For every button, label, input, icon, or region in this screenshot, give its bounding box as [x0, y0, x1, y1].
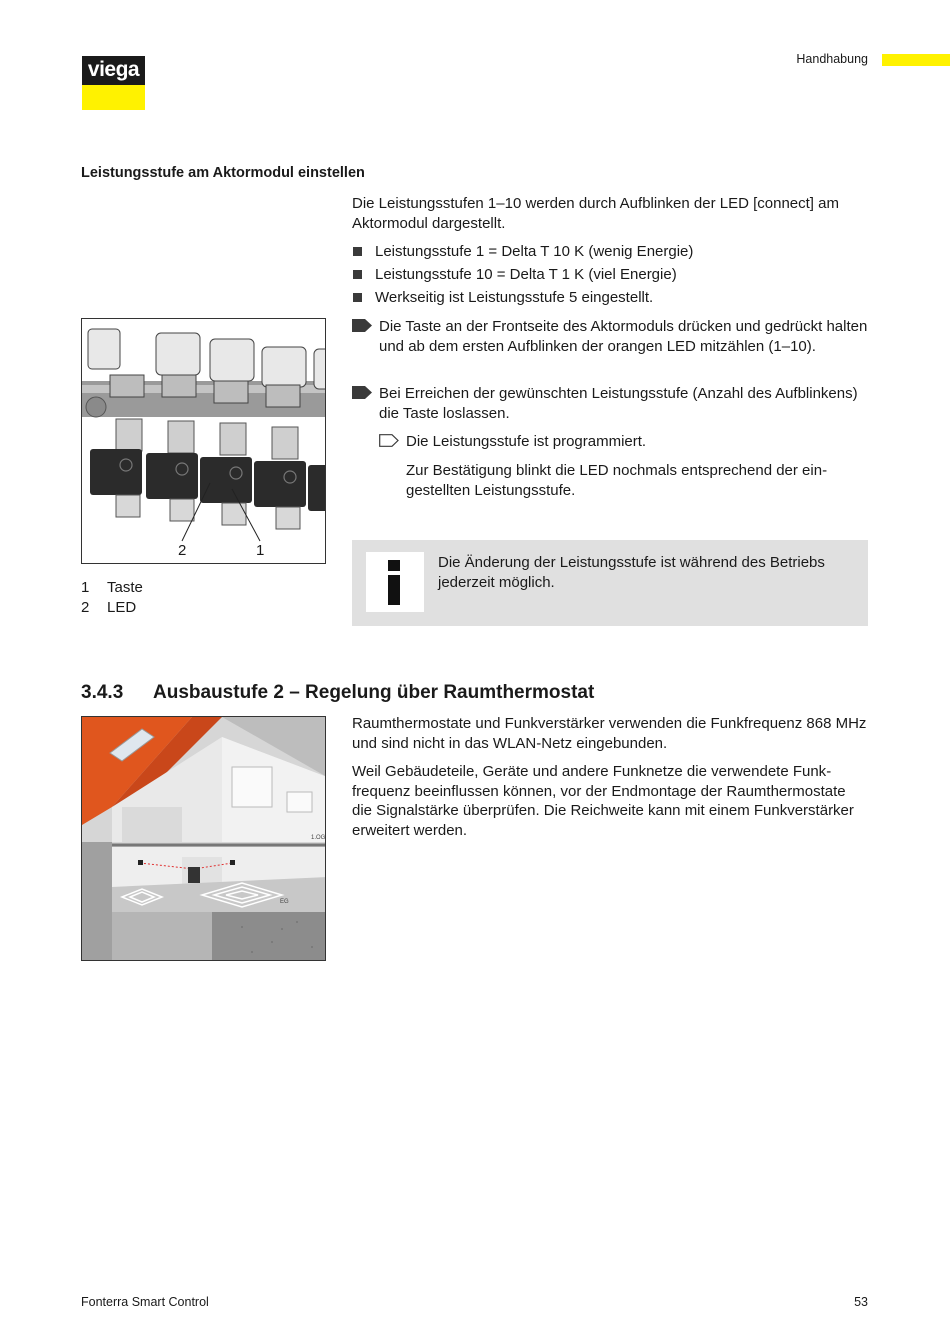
- logo-wordmark: viega: [82, 56, 145, 85]
- action-step: [352, 384, 868, 423]
- floor-label-ground: EG: [280, 899, 289, 905]
- action-arrow-icon: [352, 319, 372, 332]
- footer-product: Fonterra Smart Control: [81, 1295, 209, 1309]
- action-step-text: Bei Erreichen der gewünschten Leistungsstufe (Anzahl des Aufblinkens) die Taste loslassen.: [379, 385, 858, 422]
- paragraph: Weil Gebäudeteile, Geräte und andere Funknetze die verwendete Funkfrequenz beeinflussen können, vor der Endmontage der Raumthermostate die Signalstärke überprüfen. Die Reichweite kann mit einem Funkverstärker erweitert werden.: [352, 763, 854, 839]
- callout-2: 2: [178, 542, 187, 559]
- actuator-module-figure: [81, 318, 326, 564]
- legend-item: [81, 578, 143, 598]
- viega-logo: [82, 56, 145, 110]
- legend-number: 2: [81, 599, 90, 616]
- list-item: Leistungsstufe 10 = Delta T 1 K (viel Energie): [352, 265, 677, 285]
- callout-1: 1: [256, 542, 265, 559]
- action-arrow-icon: [352, 386, 372, 399]
- action-step: [352, 317, 868, 356]
- subsection-title: Ausbaustufe 2 – Regelung über Raumthermostat: [153, 682, 595, 703]
- chapter-accent-bar: [882, 54, 950, 66]
- legend-label: Taste: [107, 579, 143, 596]
- subsection-heading: [81, 682, 594, 704]
- info-box: [352, 540, 868, 626]
- legend-label: LED: [107, 599, 137, 616]
- paragraph: Raumthermostate und Funkverstärker verwenden die Funkfrequenz 868 MHz und sind nicht in das WLAN-Netz eingebunden.: [352, 715, 867, 752]
- legend-number: 1: [81, 579, 90, 596]
- result-line: [379, 432, 868, 452]
- result-text: Die Leistungsstufe ist programmiert.: [406, 433, 647, 450]
- house-cutaway-figure: [81, 716, 326, 961]
- list-item: Leistungsstufe 1 = Delta T 10 K (wenig Energie): [352, 242, 693, 262]
- intro-paragraph: Die Leistungsstufen 1–10 werden durch Aufblinken der LED [connect] am Aktormodul dargestellt.: [352, 195, 839, 232]
- legend-item: [81, 598, 136, 618]
- chapter-label: Handhabung: [796, 52, 868, 66]
- page-number: 53: [854, 1295, 868, 1309]
- logo-yellow-block: [82, 85, 145, 110]
- floor-label-upper: 1.OG: [311, 835, 326, 841]
- house-illustration: [82, 717, 326, 961]
- result-arrow-icon: [379, 434, 399, 447]
- info-icon: [366, 552, 424, 612]
- result-note: Zur Bestätigung blinkt die LED nochmals entsprechend der eingestellten Leistungsstufe.: [406, 462, 828, 499]
- section-heading: Leistungsstufe am Aktormodul einstellen: [81, 165, 365, 181]
- list-item: Werkseitig ist Leistungsstufe 5 eingestellt.: [352, 288, 653, 308]
- subsection-number: 3.4.3: [81, 682, 124, 703]
- action-step-text: Die Taste an der Frontseite des Aktormoduls drücken und gedrückt halten und ab dem ersten Aufblinken der orangen LED mitzählen (1–10).: [379, 318, 868, 355]
- info-text: Die Änderung der Leistungsstufe ist während des Betriebs jederzeit möglich.: [438, 554, 825, 591]
- manifold-illustration: [82, 319, 326, 564]
